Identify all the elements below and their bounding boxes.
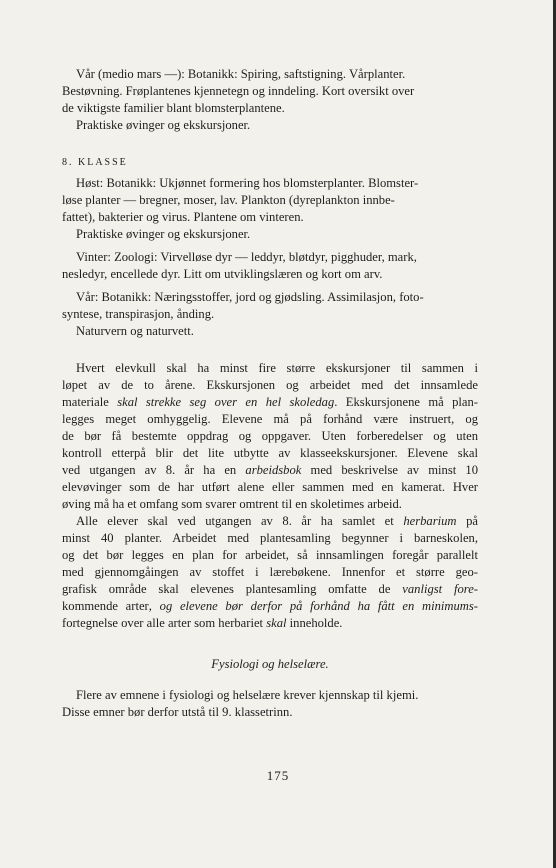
text-line: syntese, transpirasjon, ånding. [62,307,215,321]
block-var2 [62,289,478,340]
text-line: fortegnelse over alle arter som herbariet skal inneholde. [62,616,343,630]
emphasis: , og elevene bør derfor på forhånd ha fått en minimums- [148,599,478,613]
text-line: ved utgangen av 8. år ha en arbeidsbok med beskrivelse av minst 10 [62,463,478,477]
text-line: øving må ha et omfang som svarer omtrent til en skoletimes arbeid. [62,497,402,511]
text-line: minst 40 planter. Arbeidet med plantesamling begynner i barneskolen, [62,531,478,545]
text-line: Alle elever skal ved utgangen av 8. år ha samlet et herbarium på [76,514,478,528]
text-line: Disse emner bør derfor utstå til 9. klassetrinn. [62,705,293,719]
emphasis: herbarium [403,514,457,528]
text-line: Bestøvning. Frøplantenes kjennetegn og inndeling. Kort oversikt over [62,84,415,98]
paragraph-herbarium [62,513,478,632]
page-number: 175 [266,768,290,783]
text-line: Praktiske øvinger og ekskursjoner. [76,118,251,132]
text-line: kommende arter, og elevene bør derfor på forhånd ha fått en minimums- [62,599,478,613]
text-line: og det bør legges en plan for arbeidet, så innsamlingen foregår parallelt [62,548,478,562]
text-line: løpet av de to årene. Ekskursjonen og arbeidet med det innsamlede [62,378,478,392]
text-line: fattet), bakterier og virus. Plantene om vinteren. [62,210,304,224]
text-line: løse planter — bregner, moser, lav. Plankton (dyreplankton innbe- [62,193,395,207]
emphasis: skal [266,616,287,630]
text-line: Flere av emnene i fysiologi og helselære krever kjennskap til kjemi. [76,688,419,702]
block-var-medio [62,66,478,134]
paragraph-fysiologi [62,687,478,721]
class-heading: 8. KLASSE [62,157,128,168]
emphasis: arbeidsbok [245,463,302,477]
text-line: grafisk område skal elevenes plantesamling omfatte de vanligst fore- [62,582,478,596]
section-heading: Fysiologi og helselære. [211,657,329,671]
text-line: Vår (medio mars —): Botanikk: Spiring, saftstigning. Vårplanter. [76,67,406,81]
emphasis: skal strekke seg over en hel skoledag [117,395,335,409]
text-line: Hvert elevkull skal ha minst fire større ekskursjoner til sammen i [76,361,478,375]
paragraph-ekskursjoner [62,360,478,513]
text-line: elevøvinger som de har utført alene eller sammen med en kamerat. Hver [62,480,478,494]
text-line: de bør få bestemte oppdrag og oppgaver. Uten forberedelser og uten [62,429,478,443]
text-line: Høst: Botanikk: Ukjønnet formering hos blomsterplanter. Blomster- [76,176,419,190]
text-line: med gjennomgåingen av stoffet i lærebøkene. Innenfor et større geo- [62,565,478,579]
block-host [62,175,478,243]
text-line: materiale skal strekke seg over en hel skoledag. Ekskursjonene må plan- [62,395,478,409]
block-vinter [62,249,478,283]
text-line: nesledyr, encellede dyr. Litt om utviklingslæren og kort om arv. [62,267,383,281]
text-line: legges meget omhyggelig. Elevene må på forhånd være instruert, og [62,412,478,426]
text-line: Vår: Botanikk: Næringsstoffer, jord og gjødsling. Assimilasjon, foto- [76,290,424,304]
text-line: Vinter: Zoologi: Virvelløse dyr — leddyr, bløtdyr, pigghuder, mark, [76,250,417,264]
text-line: de viktigste familier blant blomsterplantene. [62,101,285,115]
text-line: Naturvern og naturvett. [76,324,194,338]
text-column [62,66,478,721]
text-line: Praktiske øvinger og ekskursjoner. [76,227,251,241]
emphasis: vanligst fore- [402,582,478,596]
text-line: kontroll etterpå blir det lite utbytte av klasseekskursjoner. Elevene skal [62,446,478,460]
